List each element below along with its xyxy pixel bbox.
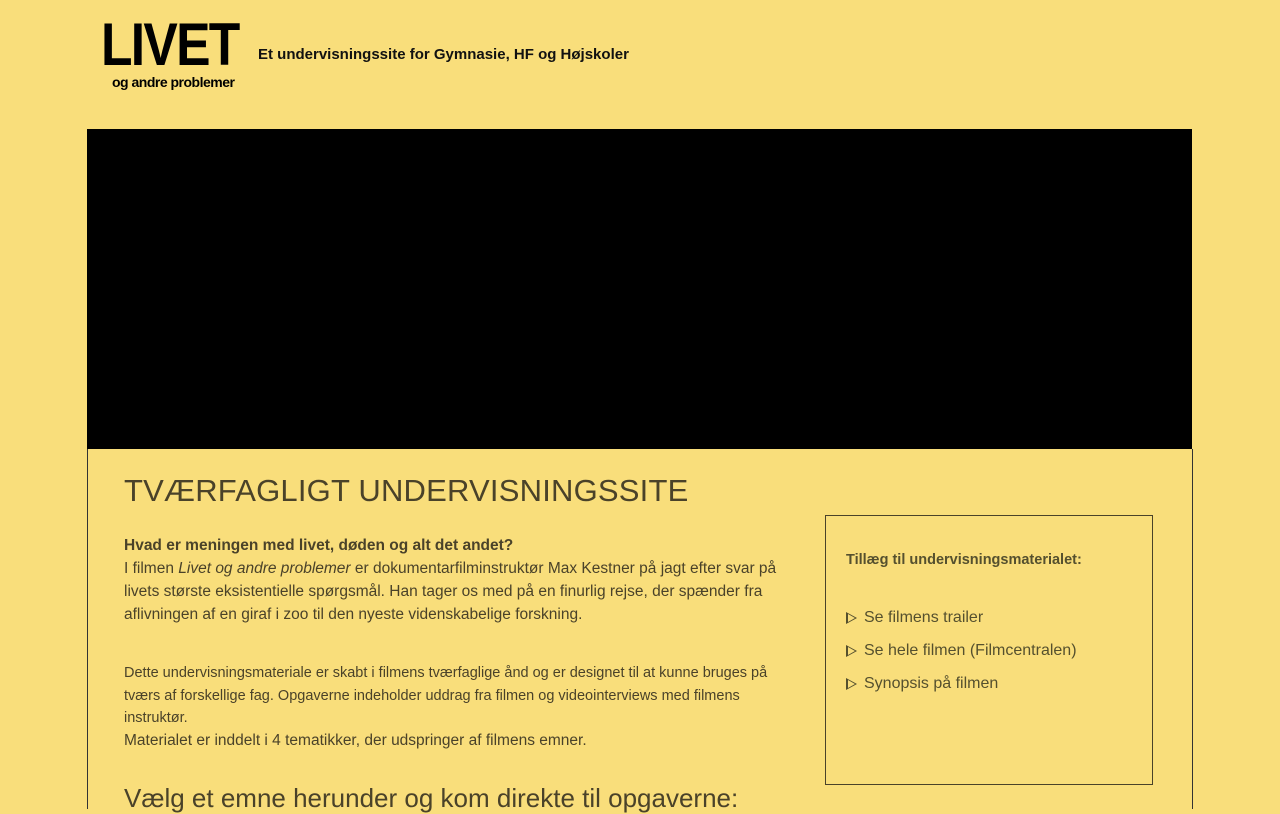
intro-before: I filmen <box>124 560 179 577</box>
play-triangle-icon <box>846 645 857 657</box>
description-text-2: Materialet er inddelt i 4 tematikker, der udspringer af filmens emner. <box>124 732 587 749</box>
intro-after: er dokumentarfilminstruktør Max Kestner på jagt efter svar på livets største eksistentielle spørgsmål. Han tager os med på en finurlig rejse, der spænder fra aflivningen af en giraf i zoo til den nyeste videnskabelige forskning. <box>124 560 777 623</box>
site-logo[interactable] <box>101 11 239 93</box>
page-title: TVÆRFAGLIGT UNDERVISNINGSSITE <box>124 473 689 508</box>
intro-text <box>124 534 794 626</box>
site-tagline: Et undervisningssite for Gymnasie, HF og Højskoler <box>258 46 629 63</box>
site-header <box>0 0 1280 129</box>
video-player[interactable] <box>87 129 1192 449</box>
full-film-link[interactable] <box>846 642 1077 660</box>
trailer-link[interactable] <box>846 609 983 627</box>
logo-sub-text: og andre problemer <box>112 74 235 90</box>
full-film-link-label: Se hele filmen (Filmcentralen) <box>864 642 1077 659</box>
intro-question: Hvad er meningen med livet, døden og alt det andet? <box>124 537 514 554</box>
supplement-box <box>825 515 1153 785</box>
choose-topic-heading: Vælg et emne herunder og kom direkte til opgaverne: <box>124 783 739 813</box>
supplement-title: Tillæg til undervisningsmaterialet: <box>846 552 1082 568</box>
synopsis-link-label: Synopsis på filmen <box>864 675 999 692</box>
intro-film-title: Livet og andre problemer <box>178 560 351 577</box>
play-triangle-icon <box>846 678 857 690</box>
trailer-link-label: Se filmens trailer <box>864 609 984 626</box>
play-triangle-icon <box>846 612 857 624</box>
logo-main-text: LIVET <box>101 11 239 78</box>
main-content <box>87 449 1193 813</box>
synopsis-link[interactable] <box>846 675 998 693</box>
description-text: Dette undervisningsmateriale er skabt i filmens tværfaglige ånd og er designet til at kunne bruges på tværs af forskellige fag. Opgaverne indeholder uddrag fra filmen og videointerviews med filmens instruktør. <box>124 665 768 726</box>
